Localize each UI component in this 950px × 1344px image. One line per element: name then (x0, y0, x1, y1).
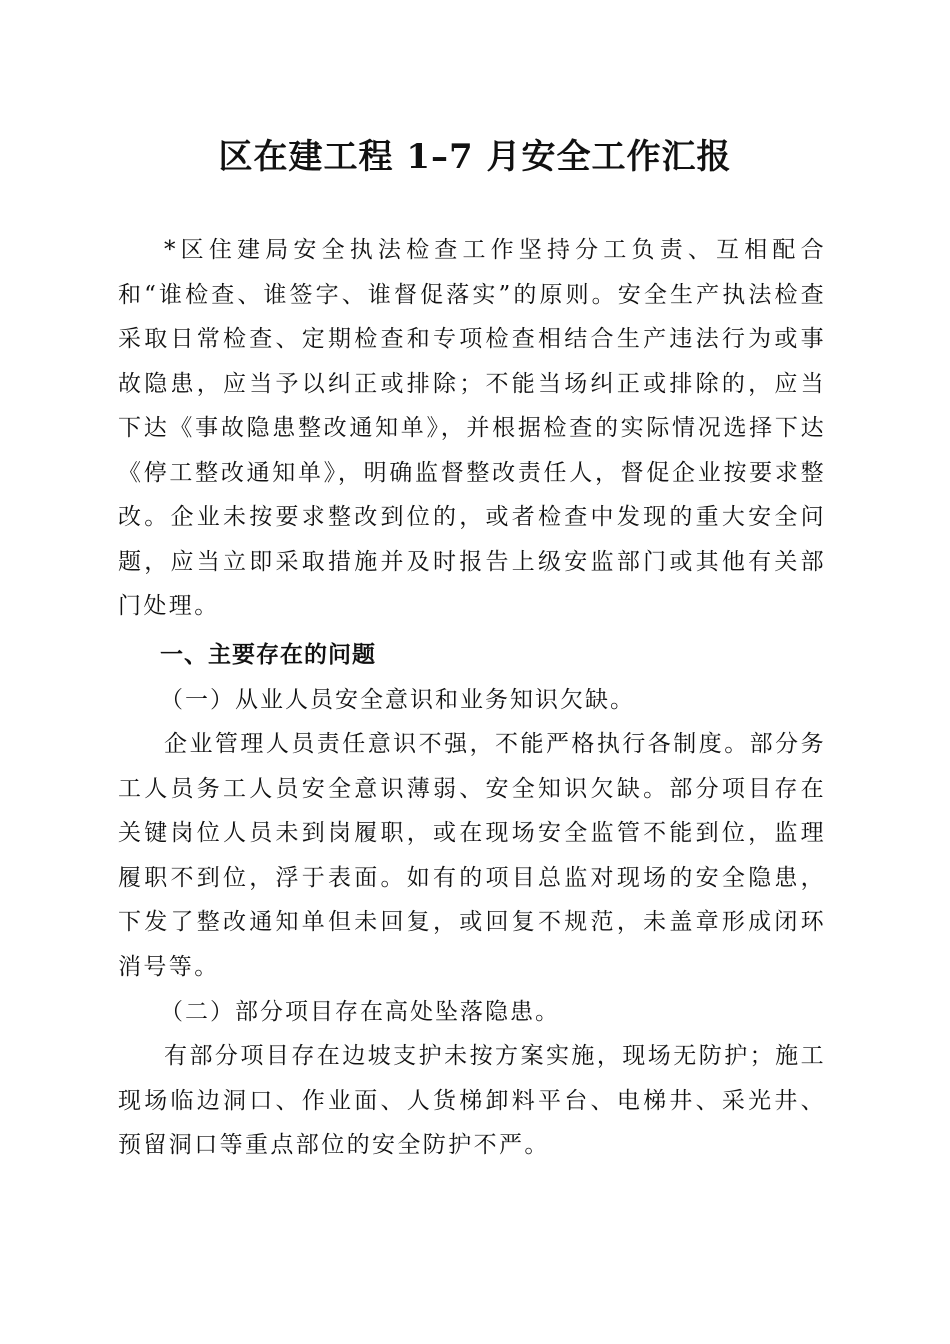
subsection-body-staff-awareness: 企业管理人员责任意识不强，不能严格执行各制度。部分务工人员务工人员安全意识薄弱、安全知识欠缺。部分项目存在关键岗位人员未到岗履职，或在现场安全监管不能到位，监理履职不到位，浮于表面。如有的项目总监对现场的安全隐患，下发了整改通知单但未回复，或回复不规范，未盖章形成闭环消号等。 (118, 731, 826, 980)
intro-paragraph: *区住建局安全执法检查工作坚持分工负责、互相配合和“谁检查、谁签字、谁督促落实”的原则。安全生产执法检查采取日常检查、定期检查和专项检查相结合生产违法行为或事故隐患，应当予以纠正或排除；不能当场纠正或排除的，应当下达《事故隐患整改通知单》，并根据检查的实际情况选择下达《停工整改通知单》，明确监督整改责任人，督促企业按要求整改。企业未按要求整改到位的，或者检查中发现的重大安全问题，应当立即采取措施并及时报告上级安监部门或其他有关部门处理。 (118, 237, 826, 619)
subsection-body-fall-hazards: 有部分项目存在边坡支护未按方案实施，现场无防护；施工现场临边洞口、作业面、人货梯卸料平台、电梯井、采光井、预留洞口等重点部位的安全防护不严。 (118, 1043, 826, 1158)
subsection-heading-fall-hazards: （二）部分项目存在高处坠落隐患。 (160, 999, 560, 1025)
document-title: 区在建工程 1–7 月安全工作汇报 (218, 137, 732, 177)
subsection-heading-staff-awareness: （一）从业人员安全意识和业务知识欠缺。 (160, 687, 635, 713)
section-heading-main-problems: 一、主要存在的问题 (160, 642, 376, 668)
